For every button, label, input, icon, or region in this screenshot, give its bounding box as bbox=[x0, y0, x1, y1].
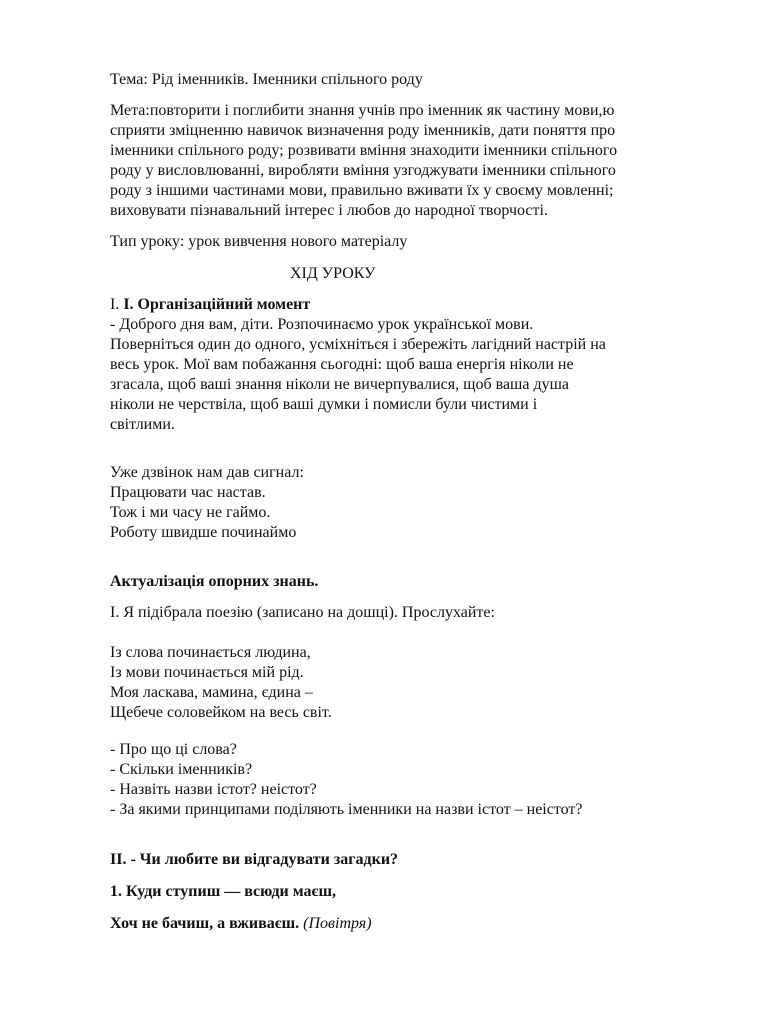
topic-line: Тема: Рід іменників. Іменники спільного роду bbox=[110, 71, 423, 88]
goal-line: сприяти зміцненню навичок визначення роду іменників, дати поняття про bbox=[110, 122, 616, 139]
poem-line: Із мови починається мій рід. bbox=[110, 664, 304, 681]
lesson-heading: ХІД УРОКУ bbox=[290, 265, 376, 282]
section1-line: весь урок. Мої вам побажання сьогодні: щоб ваша енергія ніколи не bbox=[110, 356, 574, 373]
lesson-type-line: Тип уроку: урок вивчення нового матеріалу bbox=[110, 233, 408, 250]
section1-title: І. Організаційний момент bbox=[123, 296, 311, 313]
section1-heading bbox=[110, 295, 310, 315]
actualization-heading: Актуалізація опорних знань. bbox=[110, 573, 319, 590]
question-item: - Назвіть назви істот? неістот? bbox=[110, 781, 317, 798]
section1-line: світлими. bbox=[110, 416, 175, 433]
actualization-intro: І. Я підібрала поезію (записано на дошці). Прослухайте: bbox=[110, 604, 495, 621]
riddle-answer: (Повітря) bbox=[303, 915, 372, 932]
question-item: - За якими принципами поділяють іменники на назви істот – неістот? bbox=[110, 801, 583, 818]
riddle-text: Хоч не бачиш, а вживаєш. bbox=[110, 915, 300, 932]
poem-line: Щебече соловейком на весь світ. bbox=[110, 704, 332, 721]
goal-line: Мета:повторити і поглибити знання учнів про іменник як частину мови,ю bbox=[110, 102, 615, 119]
section1-line: згасала, щоб ваші знання ніколи не вичерпувалися, щоб ваша душа bbox=[110, 376, 570, 393]
question-item: - Скільки іменників? bbox=[110, 761, 253, 778]
bell-poem-line: Працювати час настав. bbox=[110, 484, 266, 501]
section1-number: І. bbox=[110, 296, 124, 313]
goal-line: роду з іншими частинами мови, правильно вживати їх у своєму мовленні; bbox=[110, 182, 614, 199]
bell-poem-line: Роботу швидше починаймо bbox=[110, 524, 297, 541]
goal-line: іменники спільного роду; розвивати вміння знаходити іменники спільного bbox=[110, 142, 618, 159]
bell-poem-line: Тож і ми часу не гаймо. bbox=[110, 504, 271, 521]
bell-poem-line: Уже дзвінок нам дав сигнал: bbox=[110, 464, 304, 481]
riddle-line: 1. Куди ступиш — всюди маєш, bbox=[110, 883, 336, 900]
question-item: - Про що ці слова? bbox=[110, 741, 237, 758]
poem-line: Моя ласкава, мамина, єдина – bbox=[110, 684, 313, 701]
goal-line: роду у висловлюванні, виробляти вміння узгоджувати іменники спільного bbox=[110, 162, 616, 179]
section1-line: ніколи не черствіла, щоб ваші думки і помисли були чистими і bbox=[110, 396, 538, 413]
section2-heading: ІІ. - Чи любите ви відгадувати загадки? bbox=[110, 851, 399, 868]
section1-line: - Доброго дня вам, діти. Розпочинаємо урок української мови. bbox=[110, 316, 534, 333]
poem-line: Із слова починається людина, bbox=[110, 644, 311, 661]
section1-line: Поверніться один до одного, усміхніться і збережіть лагідний настрій на bbox=[110, 336, 606, 353]
goal-line: виховувати пізнавальний інтерес і любов до народної творчості. bbox=[110, 202, 548, 219]
riddle-line bbox=[110, 914, 372, 934]
